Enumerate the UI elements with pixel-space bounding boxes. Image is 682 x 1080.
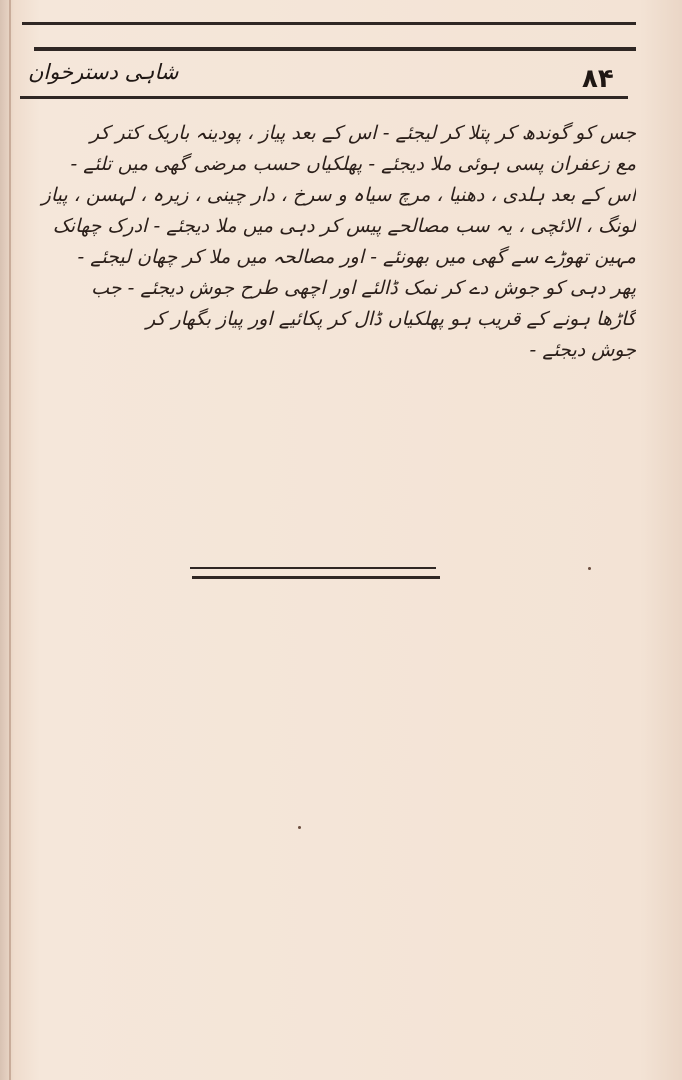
end-divider-upper: [190, 567, 436, 569]
text-line: مہین تھوڑے سے گھی میں بھونئے - اور مصالحہ میں ملا کر چھان لیجئے -: [77, 246, 636, 268]
text-line: لونگ ، الائچی ، یہ سب مصالحے پیس کر دہی میں ملا دیجئے - ادرک چھانک: [52, 215, 636, 237]
text-line: جوش دیجئے -: [529, 339, 636, 361]
text-line: مع زعفران پسی ہوئی ملا دیجئے - پھلکیاں حسب مرضی گھی میں تلئے -: [70, 153, 636, 175]
page-number: ۸۴: [582, 64, 614, 94]
text-line: گاڑھا ہونے کے قریب ہو پھلکیاں ڈال کر پکائیے اور پیاز بگھار کر: [145, 308, 636, 330]
header-rule-second: [34, 47, 636, 51]
text-line: جس کو گوندھ کر پتلا کر لیجئے - اس کے بعد پیاز ، پودینہ باریک کتر کر: [89, 122, 636, 144]
paper-speck: [588, 567, 591, 570]
text-line: پھر دہی کو جوش دے کر نمک ڈالئے اور اچھی طرح جوش دیجئے - جب: [91, 277, 636, 299]
page-gutter-shadow: [9, 0, 11, 1080]
body-text: [28, 118, 636, 366]
end-divider-lower: [192, 576, 440, 579]
paper-speck: [298, 826, 301, 829]
running-title: شاہی دسترخوان: [28, 60, 179, 84]
header-rule-top: [22, 22, 636, 25]
text-line: اس کے بعد ہلدی ، دھنیا ، مرچ سیاہ و سرخ ، دار چینی ، زیرہ ، لہسن ، پیاز: [41, 184, 636, 206]
header-rule-bottom: [20, 96, 628, 99]
